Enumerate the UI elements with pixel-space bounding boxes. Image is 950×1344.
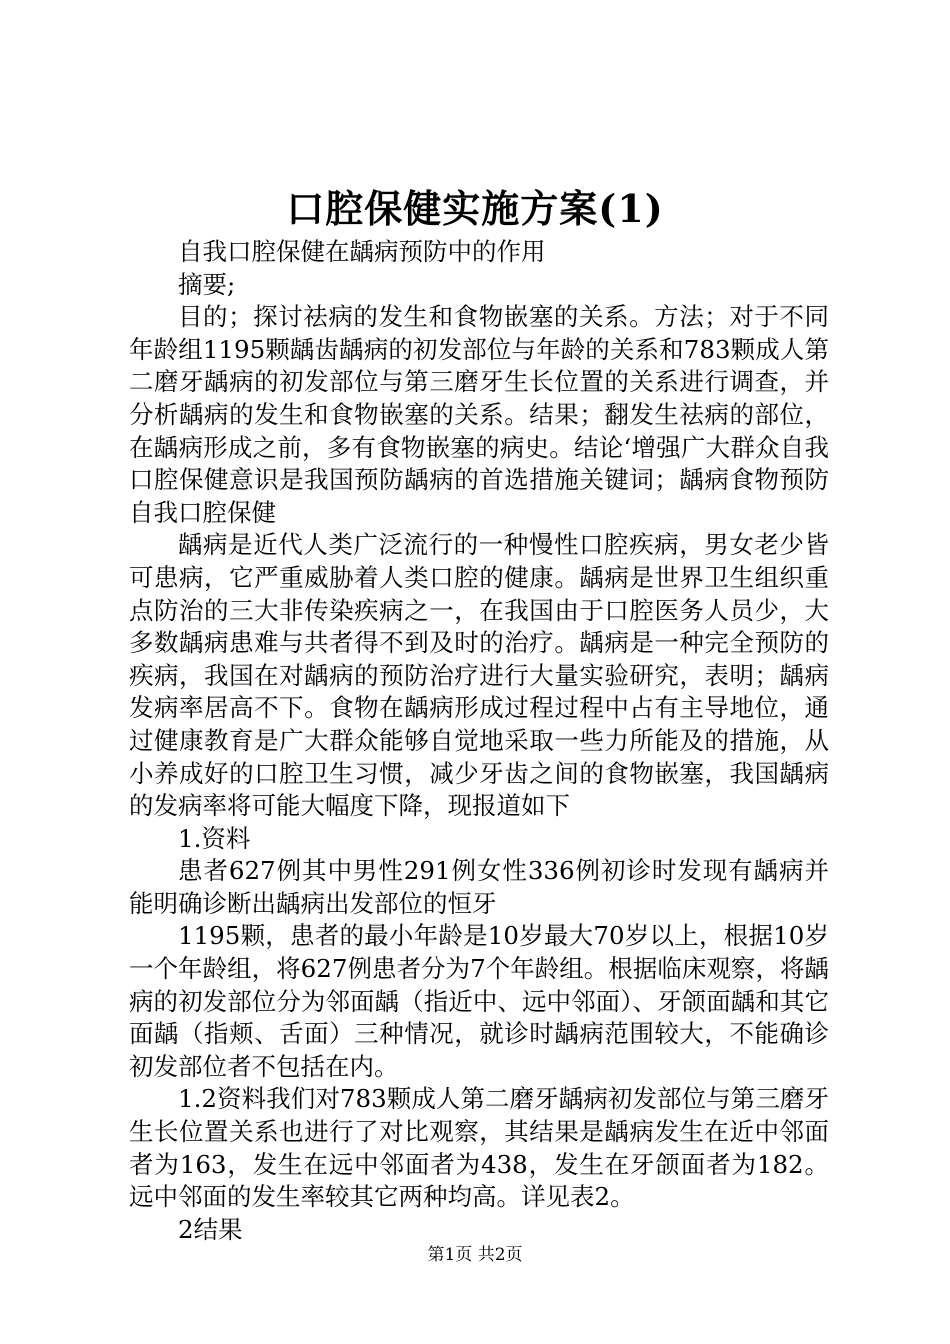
document-body bbox=[129, 236, 829, 1246]
materials-paragraph-1: 患者627例其中男性291例女性336例初诊时发现有龋病并能明确诊断出龋病出发部位的恒牙 bbox=[129, 856, 829, 918]
materials-paragraph-2: 1195颗，患者的最小年龄是10岁最大70岁以上，根据10岁一个年龄组，将627例患者分为7个年龄组。根据临床观察，将龋病的初发部位分为邻面龋（指近中、远中邻面）、牙颌面龋和其它面龋（指颊、舌面）三种情况，就诊时龋病范围较大，不能确诊初发部位者不包括在内。 bbox=[129, 921, 829, 1081]
article-subtitle: 自我口腔保健在龋病预防中的作用 bbox=[178, 237, 546, 266]
materials-paragraph-3: 1.2资料我们对783颗成人第二磨牙龋病初发部位与第三磨牙生长位置关系也进行了对比观察，其结果是龋病发生在近中邻面者为163，发生在远中邻面者为438，发生在牙颌面者为182。远中邻面的发生率较其它两种均高。详见表2。 bbox=[129, 1084, 829, 1212]
abstract-paragraph: 目的；探讨祛病的发生和食物嵌塞的关系。方法；对于不同年龄组1195颗龋齿龋病的初发部位与年龄的关系和783颗成人第二磨牙龋病的初发部位与第三磨牙生长位置的关系进行调查，并分析龋病的发生和食物嵌塞的关系。结果；翻发生祛病的部位，在龋病形成之前，多有食物嵌塞的病史。结论‘增强广大群众自我口腔保健意识是我国预防龋病的首选措施关键词；龋病食物预防自我口腔保健 bbox=[129, 302, 829, 527]
abstract-heading: 摘要; bbox=[178, 269, 236, 299]
section-heading-results: 2结果 bbox=[178, 1214, 243, 1244]
page-footer: 第1页 共2页 bbox=[427, 1245, 523, 1265]
page-title: 口腔保健实施方案(1) bbox=[286, 186, 664, 231]
section-heading-materials: 1.资料 bbox=[178, 823, 251, 853]
intro-paragraph: 龋病是近代人类广泛流行的一种慢性口腔疾病，男女老少皆可患病，它严重威胁着人类口腔的健康。龋病是世界卫生组织重点防治的三大非传染疾病之一，在我国由于口腔医务人员少，大多数龋病患难与共者得不到及时的治疗。龋病是一种完全预防的疾病，我国在对龋病的预防治疗进行大量实验研究，表明；龋病发病率居高不下。食物在龋病形成过程过程中占有主导地位，通过健康教育是广大群众能够自觉地采取一些力所能及的措施，从小养成好的口腔卫生习惯，减少牙齿之间的食物嵌塞，我国龋病的发病率将可能大幅度下降，现报道如下 bbox=[129, 530, 829, 821]
